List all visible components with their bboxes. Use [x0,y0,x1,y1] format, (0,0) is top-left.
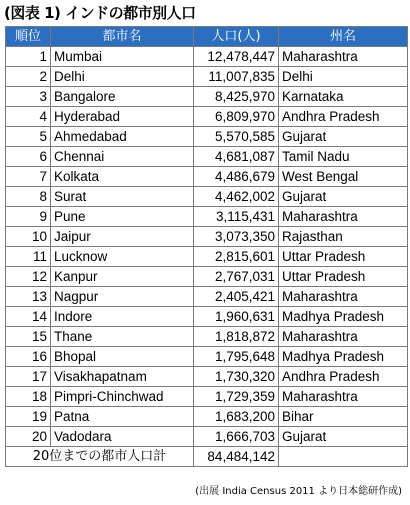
population-cell: 1,960,631 [194,307,279,327]
city-cell: Thane [51,327,194,347]
state-cell: Tamil Nadu [279,147,408,167]
source-note: (出展 India Census 2011 より日本総研作成) [195,486,402,497]
figure-title: (図表 1) インドの都市別人口 [4,4,196,22]
city-cell: Jaipur [51,227,194,247]
city-cell: Surat [51,187,194,207]
population-cell: 2,767,031 [194,267,279,287]
table-row [6,327,408,347]
table-row [6,287,408,307]
total-state [279,447,408,467]
population-cell: 1,795,648 [194,347,279,367]
table-row [6,307,408,327]
header-population: 人口(人) [194,27,279,47]
table-row [6,367,408,387]
city-cell: Mumbai [51,47,194,67]
table-row [6,227,408,247]
state-cell: Maharashtra [279,287,408,307]
table-row [6,127,408,147]
population-cell: 8,425,970 [194,87,279,107]
population-cell: 1,729,359 [194,387,279,407]
population-cell: 4,681,087 [194,147,279,167]
city-cell: Kanpur [51,267,194,287]
table-row [6,67,408,87]
state-cell: West Bengal [279,167,408,187]
city-cell: Ahmedabad [51,127,194,147]
population-cell: 4,462,002 [194,187,279,207]
city-cell: Bangalore [51,87,194,107]
rank-cell: 10 [6,227,51,247]
table-row [6,107,408,127]
city-cell: Nagpur [51,287,194,307]
state-cell: Andhra Pradesh [279,107,408,127]
header-state: 州名 [279,27,408,47]
rank-cell: 18 [6,387,51,407]
rank-cell: 5 [6,127,51,147]
state-cell: Gujarat [279,127,408,147]
rank-cell: 16 [6,347,51,367]
header-city: 都市名 [51,27,194,47]
city-cell: Delhi [51,67,194,87]
table-row [6,187,408,207]
table-row [6,147,408,167]
state-cell: Maharashtra [279,327,408,347]
population-cell: 11,007,835 [194,67,279,87]
state-cell: Gujarat [279,427,408,447]
population-cell: 1,666,703 [194,427,279,447]
state-cell: Maharashtra [279,47,408,67]
header-rank: 順位 [6,27,51,47]
rank-cell: 2 [6,67,51,87]
population-cell: 4,486,679 [194,167,279,187]
rank-cell: 13 [6,287,51,307]
rank-cell: 7 [6,167,51,187]
state-cell: Madhya Pradesh [279,307,408,327]
rank-cell: 9 [6,207,51,227]
total-population: 84,484,142 [194,447,279,467]
population-cell: 3,073,350 [194,227,279,247]
table-row [6,87,408,107]
population-cell: 2,405,421 [194,287,279,307]
table-row [6,387,408,407]
city-cell: Kolkata [51,167,194,187]
city-cell: Patna [51,407,194,427]
rank-cell: 15 [6,327,51,347]
state-cell: Delhi [279,67,408,87]
population-cell: 5,570,585 [194,127,279,147]
total-label: 20位までの都市人口計 [6,447,194,467]
table-row [6,47,408,67]
table-row [6,267,408,287]
population-cell: 3,115,431 [194,207,279,227]
city-cell: Indore [51,307,194,327]
population-cell: 1,730,320 [194,367,279,387]
city-cell: Chennai [51,147,194,167]
rank-cell: 1 [6,47,51,67]
rank-cell: 4 [6,107,51,127]
rank-cell: 20 [6,427,51,447]
rank-cell: 11 [6,247,51,267]
city-cell: Vadodara [51,427,194,447]
city-cell: Hyderabad [51,107,194,127]
table-row [6,167,408,187]
rank-cell: 17 [6,367,51,387]
table-row [6,407,408,427]
city-cell: Pune [51,207,194,227]
population-cell: 1,818,872 [194,327,279,347]
state-cell: Uttar Pradesh [279,267,408,287]
rank-cell: 3 [6,87,51,107]
state-cell: Gujarat [279,187,408,207]
table-row [6,347,408,367]
population-cell: 1,683,200 [194,407,279,427]
rank-cell: 12 [6,267,51,287]
city-cell: Lucknow [51,247,194,267]
total-row [6,447,408,467]
city-cell: Pimpri-Chinchwad [51,387,194,407]
table-row [6,207,408,227]
rank-cell: 19 [6,407,51,427]
city-cell: Visakhapatnam [51,367,194,387]
state-cell: Rajasthan [279,227,408,247]
table-header-row [6,27,408,47]
state-cell: Maharashtra [279,387,408,407]
population-cell: 2,815,601 [194,247,279,267]
population-cell: 12,478,447 [194,47,279,67]
table-row [6,247,408,267]
state-cell: Andhra Pradesh [279,367,408,387]
state-cell: Uttar Pradesh [279,247,408,267]
state-cell: Madhya Pradesh [279,347,408,367]
city-population-table [5,26,408,467]
state-cell: Karnataka [279,87,408,107]
rank-cell: 6 [6,147,51,167]
state-cell: Bihar [279,407,408,427]
rank-cell: 8 [6,187,51,207]
table-row [6,427,408,447]
city-cell: Bhopal [51,347,194,367]
state-cell: Maharashtra [279,207,408,227]
rank-cell: 14 [6,307,51,327]
population-cell: 6,809,970 [194,107,279,127]
